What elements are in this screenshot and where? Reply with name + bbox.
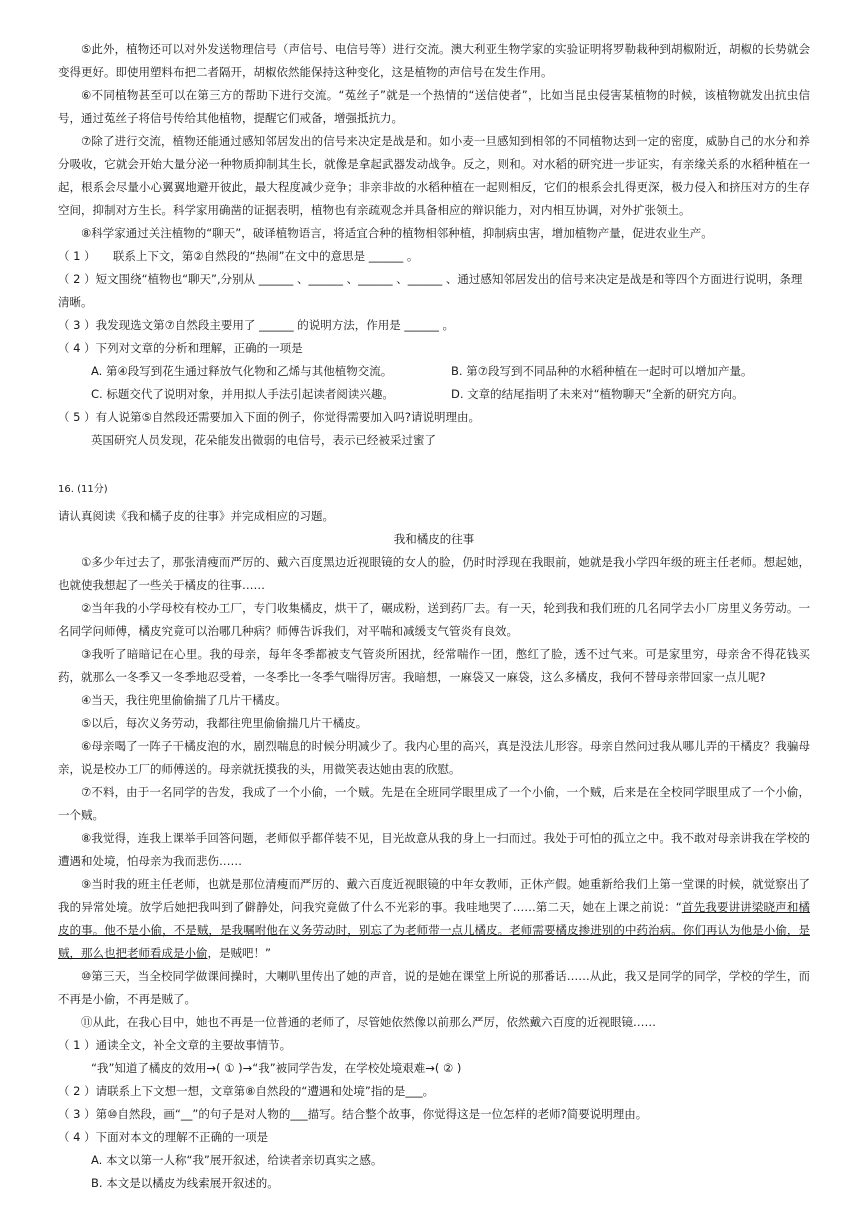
question-3: （ 3 ）我发现选文第⑦自然段主要用了 ______ 的说明方法，作用是 ______ 。 — [58, 318, 455, 332]
article-question-3: （ 3 ）第⑩自然段，画“__”的句子是对人物的___描写。结合整个故事，你觉得这是一位怎样的老师?简要说明理由。 — [58, 1107, 648, 1121]
article-paragraph-7: ⑦不料，由于一名同学的告发，我成了一个小偷，一个贼。先是在全班同学眼里成了一个小偷，一个贼，后来是在全校同学眼里成了一个小偷，一个贼。 — [58, 785, 810, 822]
option-c[interactable]: C. 标题交代了说明对象，并用拟人手法引起读者阅读兴趣。 — [91, 387, 394, 401]
article-question-1: （ 1 ）通读全文，补全文章的主要故事情节。 — [58, 1038, 292, 1052]
article-paragraph-11: ⑪从此，在我心目中，她也不再是一位普通的老师了，尽管她依然像以前那么严厉，依然戴六百度的近视眼镜…… — [81, 1015, 656, 1029]
question-4-options-row-1 — [58, 360, 810, 383]
plot-chain: “我”知道了橘皮的效用→( ① )→“我”被同学告发，在学校处境艰难→( ② ) — [91, 1061, 462, 1075]
question-4-options-row-2 — [58, 383, 810, 406]
question-2: （ 2 ）短文围绕“植物也“聊天”,分别从 ______ 、______ 、______ 、______ 、通过感知邻居发出的信号来决定是战是和等四个方面进行说明，条理清晰。 — [58, 272, 803, 309]
article-paragraph-5: ⑤以后，每次义务劳动，我都往兜里偷偷揣几片干橘皮。 — [81, 716, 368, 730]
question-1: （ 1 ） 联系上下文，第②自然段的“热闹”在文中的意思是 ______ 。 — [58, 249, 419, 263]
exam-page — [58, 38, 810, 1195]
article-question-2: （ 2 ）请联系上下文想一想，文章第⑧自然段的“遭遇和处境”指的是___。 — [58, 1084, 435, 1098]
article-paragraph-10: ⑩第三天，当全校同学做课间操时，大喇叭里传出了她的声音，说的是她在课堂上所说的那番话……从此，我又是同学的同学，学校的学生，而不再是小偷，不再是贼了。 — [58, 969, 810, 1006]
paragraph-9-end: ，是贼吧！” — [207, 946, 271, 960]
article-option-a[interactable]: A. 本文以第一人称“我”展开叙述，给读者亲切真实之感。 — [91, 1153, 383, 1167]
option-d[interactable]: D. 文章的结尾指明了未来对“植物聊天”全新的研究方向。 — [451, 387, 744, 401]
paragraph-5: ⑤此外，植物还可以对外发送物理信号（声信号、电信号等）进行交流。澳大利亚生物学家的实验证明将罗勒栽种到胡椒附近，胡椒的长势就会变得更好。即使用塑料布把二者隔开，胡椒依然能保持这种变化，这是植物的声信号在发生作用。 — [58, 42, 810, 79]
article-paragraph-8: ⑧我觉得，连我上课举手回答问题，老师似乎都佯装不见，目光故意从我的身上一扫而过。我处于可怕的孤立之中。我不敢对母亲讲我在学校的遭遇和处境，怕母亲为我而悲伤…… — [58, 831, 810, 868]
paragraph-7: ⑦除了进行交流，植物还能通过感知邻居发出的信号来决定是战是和。如小麦一旦感知到相邻的不同植物达到一定的密度，威胁自己的水分和养分吸收，它就会开始大量分泌一种物质抑制其生长，就像是拿起武器发动战争。反之，则和。对水稻的研究进一步证实，有亲缘关系的水稻种植在一起，根系会尽量小心翼翼地避开彼此，最大程度减少竞争；非亲非故的水稻种植在一起则相反，它们的根系会扎得更深，极力侵入和挤压对方的生存空间，抑制对方生长。科学家用确凿的证据表明，植物也有亲疏观念并具备相应的辩识能力，对内相互协调，对外扩张领土。 — [58, 134, 810, 217]
underlined-sentence: 首先我要讲讲梁晓声和橘皮的事。他不是小偷，不是贼，是我嘱咐他在义务劳动时，别忘了为老师带一点儿橘皮。老师需要橘皮掺进别的中药治病。你们再认为他是小偷，是贼，那么也把老师看成是小偷 — [58, 900, 811, 960]
article-question-4: （ 4 ）下面对本文的理解不正确的一项是 — [58, 1130, 269, 1144]
paragraph-9-text: ⑨当时我的班主任老师，也就是那位清瘦而严厉的、戴六百度近视眼镜的中年女教师，正休产假。她重新给我们上第一堂课的时候，就觉察出了我的异常处境。放学后她把我叫到了僻静处，问我究竟做了什么不光彩的事。我哇地哭了……第二天，她在上课之前说：“ — [58, 877, 810, 914]
question-number: 16. (11分) — [58, 484, 108, 495]
paragraph-6: ⑥不同植物甚至可以在第三方的帮助下进行交流。“菟丝子”就是一个热情的“送信使者”，比如当昆虫侵害某植物的时候，该植物就发出抗虫信号，通过菟丝子将信号传给其他植物，提醒它们戒备，增强抵抗力。 — [58, 88, 810, 125]
article-paragraph-1: ①多少年过去了，那张清瘦而严厉的、戴六百度黑边近视眼镜的女人的脸，仍时时浮现在我眼前，她就是我小学四年级的班主任老师。想起她，也就使我想起了一些关于橘皮的往事…… — [58, 555, 810, 592]
paragraph-8: ⑧科学家通过关注植物的“聊天”，破译植物语言，将适宜合种的植物相邻种植，抑制病虫害，增加植物产量，促进农业生产。 — [81, 226, 713, 240]
option-a[interactable]: A. 第④段写到花生通过释放气化物和乙烯与其他植物交流。 — [91, 364, 393, 378]
article-paragraph-2: ②当年我的小学母校有校办工厂，专门收集橘皮，烘干了，碾成粉，送到药厂去。有一天，轮到我和我们班的几名同学去小厂房里义务劳动。一名同学问师傅，橘皮究竟可以治哪几种病？师傅告诉我们，对平喘和减缓支气管炎有良效。 — [58, 601, 810, 638]
reading-instruction: 请认真阅读《我和橘子皮的往事》并完成相应的习题。 — [58, 509, 334, 523]
option-b[interactable]: B. 第⑦段写到不同品种的水稻种植在一起时可以增加产量。 — [451, 364, 753, 378]
question-5: （ 5 ）有人说第⑤自然段还需要加入下面的例子，你觉得需要加入吗?请说明理由。 — [58, 410, 481, 424]
article-paragraph-3: ③我听了暗暗记在心里。我的母亲，每年冬季都被支气管炎所困扰，经常喘作一团，憋红了脸，透不过气来。可是家里穷，母亲舍不得花钱买药，就那么一冬季又一冬季地忍受着，一冬季比一冬季气喘得厉害。我暗想，一麻袋又一麻袋，这么多橘皮，我何不替母亲带回家一点儿呢? — [58, 647, 810, 684]
question-4: （ 4 ）下列对文章的分析和理解，正确的一项是 — [58, 341, 303, 355]
article-paragraph-4: ④当天，我往兜里偷偷揣了几片干橘皮。 — [81, 693, 287, 707]
article-title: 我和橘皮的往事 — [393, 532, 475, 546]
question-5-example: 英国研究人员发现，花朵能发出微弱的电信号，表示已经被采过蜜了 — [91, 433, 436, 447]
article-paragraph-6: ⑥母亲喝了一阵子干橘皮泡的水，剧烈喘息的时候分明减少了。我内心里的高兴，真是没法儿形容。母亲自然问过我从哪儿弄的干橘皮？我骗母亲，说是校办工厂的师傅送的。母亲就抚摸我的头，用微笑表达她由衷的欣慰。 — [58, 739, 810, 776]
article-paragraph-9 — [58, 873, 810, 965]
article-option-b[interactable]: B. 本文是以橘皮为线索展开叙述的。 — [91, 1176, 279, 1190]
